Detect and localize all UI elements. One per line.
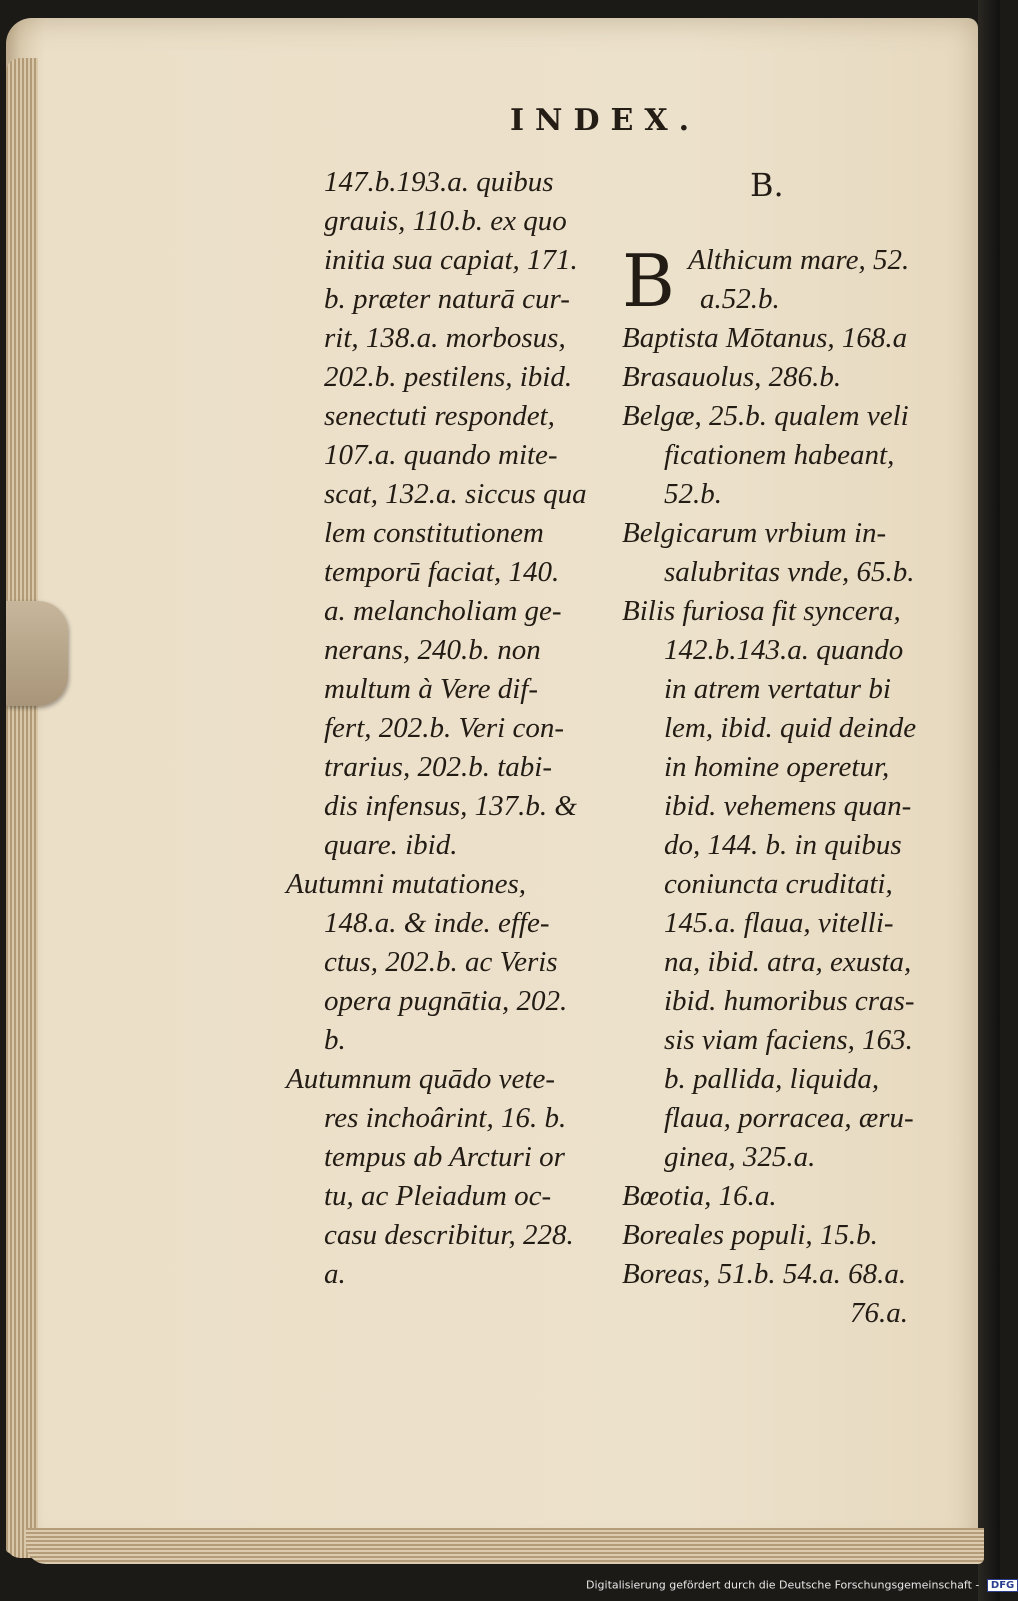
index-line: Boreas, 51.b. 54.a. 68.a. bbox=[622, 1258, 907, 1290]
index-line: trarius, 202.b. tabi- bbox=[324, 751, 552, 783]
index-line: 52.b. bbox=[664, 478, 722, 510]
first-entry-continuation: a.52.b. bbox=[700, 283, 780, 315]
page-stack-bottom bbox=[26, 1528, 984, 1564]
index-line: a. bbox=[324, 1258, 346, 1290]
section-letter: B. bbox=[750, 166, 784, 204]
digitization-credit bbox=[586, 1578, 1015, 1596]
index-line: res inchoârint, 16. b. bbox=[324, 1102, 567, 1134]
index-line: Bilis furiosa fit syncera, bbox=[622, 595, 901, 627]
right-column bbox=[622, 163, 942, 1333]
index-line: 76.a. bbox=[850, 1297, 908, 1329]
index-line: tempus ab Arcturi or bbox=[324, 1141, 565, 1173]
index-line: Brasauolus, 286.b. bbox=[622, 361, 842, 393]
index-line: 145.a. flaua, vitelli- bbox=[664, 907, 894, 939]
dfg-logo: DFG bbox=[987, 1579, 1018, 1592]
book-clasp bbox=[6, 601, 68, 706]
index-line: ibid. humoribus cras- bbox=[664, 985, 915, 1017]
index-line: rit, 138.a. morbosus, bbox=[324, 322, 566, 354]
index-line: dis infensus, 137.b. & bbox=[324, 790, 577, 822]
index-line: quare. ibid. bbox=[324, 829, 458, 861]
page-header: INDEX. bbox=[510, 103, 701, 138]
index-line: flaua, porracea, æru- bbox=[664, 1102, 914, 1134]
left-column bbox=[286, 163, 606, 1294]
index-line: ibid. vehemens quan- bbox=[664, 790, 912, 822]
index-line: lem, ibid. quid deinde bbox=[664, 712, 917, 744]
index-line: multum à Vere dif- bbox=[324, 673, 538, 705]
index-line: Autumni mutationes, bbox=[286, 868, 527, 900]
index-line: 202.b. pestilens, ibid. bbox=[324, 361, 573, 393]
dropcap: B bbox=[622, 239, 675, 323]
index-line: in atrem vertatur bi bbox=[664, 673, 891, 705]
index-line: Baptista Mōtanus, 168.a bbox=[622, 322, 908, 354]
page-stack-left bbox=[6, 58, 38, 1558]
index-line: salubritas vnde, 65.b. bbox=[664, 556, 915, 588]
index-line: Bœotia, 16.a. bbox=[622, 1180, 777, 1212]
first-entry bbox=[622, 239, 942, 323]
index-line: Autumnum quādo vete- bbox=[286, 1063, 555, 1095]
index-line: coniuncta cruditati, bbox=[664, 868, 893, 900]
index-line: nerans, 240.b. non bbox=[324, 634, 541, 666]
index-line: b. pallida, liquida, bbox=[664, 1063, 880, 1095]
index-line: senectuti respondet, bbox=[324, 400, 555, 432]
index-line: Belgicarum vrbium in- bbox=[622, 517, 887, 549]
index-line: 147.b.193.a. quibus bbox=[324, 166, 554, 198]
index-line: temporū faciat, 140. bbox=[324, 556, 560, 588]
index-line: a. melancholiam ge- bbox=[324, 595, 562, 627]
index-line: na, ibid. atra, exusta, bbox=[664, 946, 912, 978]
index-line: tu, ac Pleiadum oc- bbox=[324, 1180, 552, 1212]
credit-text: Digitalisierung gefördert durch die Deutsche Forschungsgemeinschaft - bbox=[586, 1578, 980, 1592]
index-line: b. bbox=[324, 1024, 346, 1056]
index-line: Boreales populi, 15.b. bbox=[622, 1219, 878, 1251]
index-line: ctus, 202.b. ac Veris bbox=[324, 946, 558, 978]
index-line: lem constitutionem bbox=[324, 517, 544, 549]
index-line: grauis, 110.b. ex quo bbox=[324, 205, 567, 237]
book-right-edge bbox=[978, 0, 1000, 1601]
index-line: in homine operetur, bbox=[664, 751, 890, 783]
index-line: fert, 202.b. Veri con- bbox=[324, 712, 565, 744]
index-line: casu describitur, 228. bbox=[324, 1219, 574, 1251]
index-line: Belgæ, 25.b. qualem veli bbox=[622, 400, 909, 432]
index-line: ginea, 325.a. bbox=[664, 1141, 816, 1173]
index-line: scat, 132.a. siccus qua bbox=[324, 478, 587, 510]
index-line: do, 144. b. in quibus bbox=[664, 829, 902, 861]
index-line: 142.b.143.a. quando bbox=[664, 634, 904, 666]
first-entry-text: Althicum mare, 52. bbox=[688, 244, 910, 276]
index-line: 107.a. quando mite- bbox=[324, 439, 558, 471]
index-line: opera pugnātia, 202. bbox=[324, 985, 568, 1017]
right-entries bbox=[622, 319, 942, 1333]
index-line: 148.a. & inde. effe- bbox=[324, 907, 550, 939]
index-line: ficationem habeant, bbox=[664, 439, 895, 471]
index-line: b. præter naturā cur- bbox=[324, 283, 570, 315]
index-line: sis viam faciens, 163. bbox=[664, 1024, 913, 1056]
index-line: initia sua capiat, 171. bbox=[324, 244, 578, 276]
